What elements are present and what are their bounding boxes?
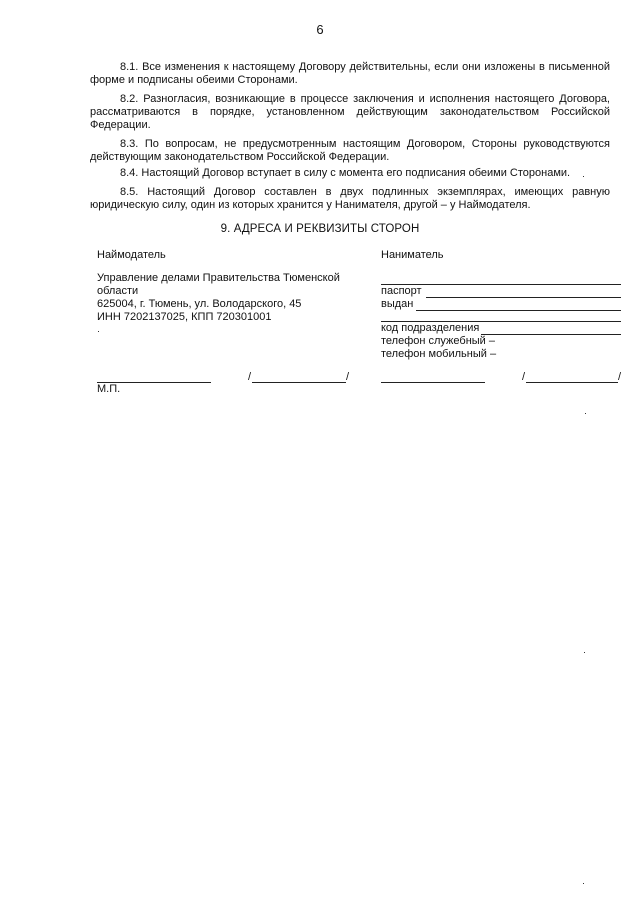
stamp-label: М.П. xyxy=(97,383,121,395)
landlord-tax-ids: ИНН 7202137025, КПП 720301001 xyxy=(97,311,272,323)
landlord-name-line-2: области xyxy=(97,285,139,297)
passport-field-line xyxy=(426,297,621,298)
scan-speck xyxy=(585,413,586,414)
landlord-name-line-1: Управление делами Правительства Тюменской xyxy=(97,272,340,284)
issued-field-line xyxy=(416,310,621,311)
landlord-name-decode-line xyxy=(252,382,346,383)
landlord-address: 625004, г. Тюмень, ул. Володарского, 45 xyxy=(97,298,302,310)
scan-speck xyxy=(583,176,584,177)
work-phone-label: телефон служебный – xyxy=(381,335,495,347)
landlord-title: Наймодатель xyxy=(97,249,166,261)
subdivision-label: код подразделения xyxy=(381,322,480,334)
tenant-signature-slash-open: / xyxy=(522,371,526,383)
landlord-signature-slash-open: / xyxy=(248,371,252,383)
landlord-signature-slash-close: / xyxy=(346,371,350,383)
subdivision-field-line xyxy=(481,334,621,335)
clause-8-2: 8.2. Разногласия, возникающие в процессе заключения и исполнения настоящего Договора, рассматриваются в порядке, установленном действующим законодательством Российской Федерации. xyxy=(90,93,610,131)
clause-8-5: 8.5. Настоящий Договор составлен в двух подлинных экземплярах, имеющих равную юридическую силу, один из которых хранится у Нанимателя, другой – у Наймодателя. xyxy=(90,186,610,211)
tenant-title: Наниматель xyxy=(381,249,444,261)
scan-speck xyxy=(584,652,585,653)
page-number: 6 xyxy=(316,22,324,37)
clause-8-4: 8.4. Настоящий Договор вступает в силу с момента его подписания обеими Сторонами. xyxy=(120,167,571,179)
scan-dot xyxy=(98,331,99,332)
clause-8-3: 8.3. По вопросам, не предусмотренным настоящим Договором, Стороны руководствуются действующим законодательством Российской Федерации. xyxy=(90,138,610,163)
tenant-name-decode-line xyxy=(526,382,618,383)
tenant-signature-slash-close: / xyxy=(618,371,622,383)
scan-speck xyxy=(583,883,584,884)
mobile-phone-label: телефон мобильный – xyxy=(381,348,497,360)
issued-label: выдан xyxy=(381,298,414,310)
tenant-signature-line xyxy=(381,382,485,383)
section-heading: 9. АДРЕСА И РЕКВИЗИТЫ СТОРОН xyxy=(220,223,420,235)
passport-label: паспорт xyxy=(381,285,422,297)
clause-8-1: 8.1. Все изменения к настоящему Договору действительны, если они изложены в письменной форме и подписаны обеими Сторонами. xyxy=(90,61,610,86)
